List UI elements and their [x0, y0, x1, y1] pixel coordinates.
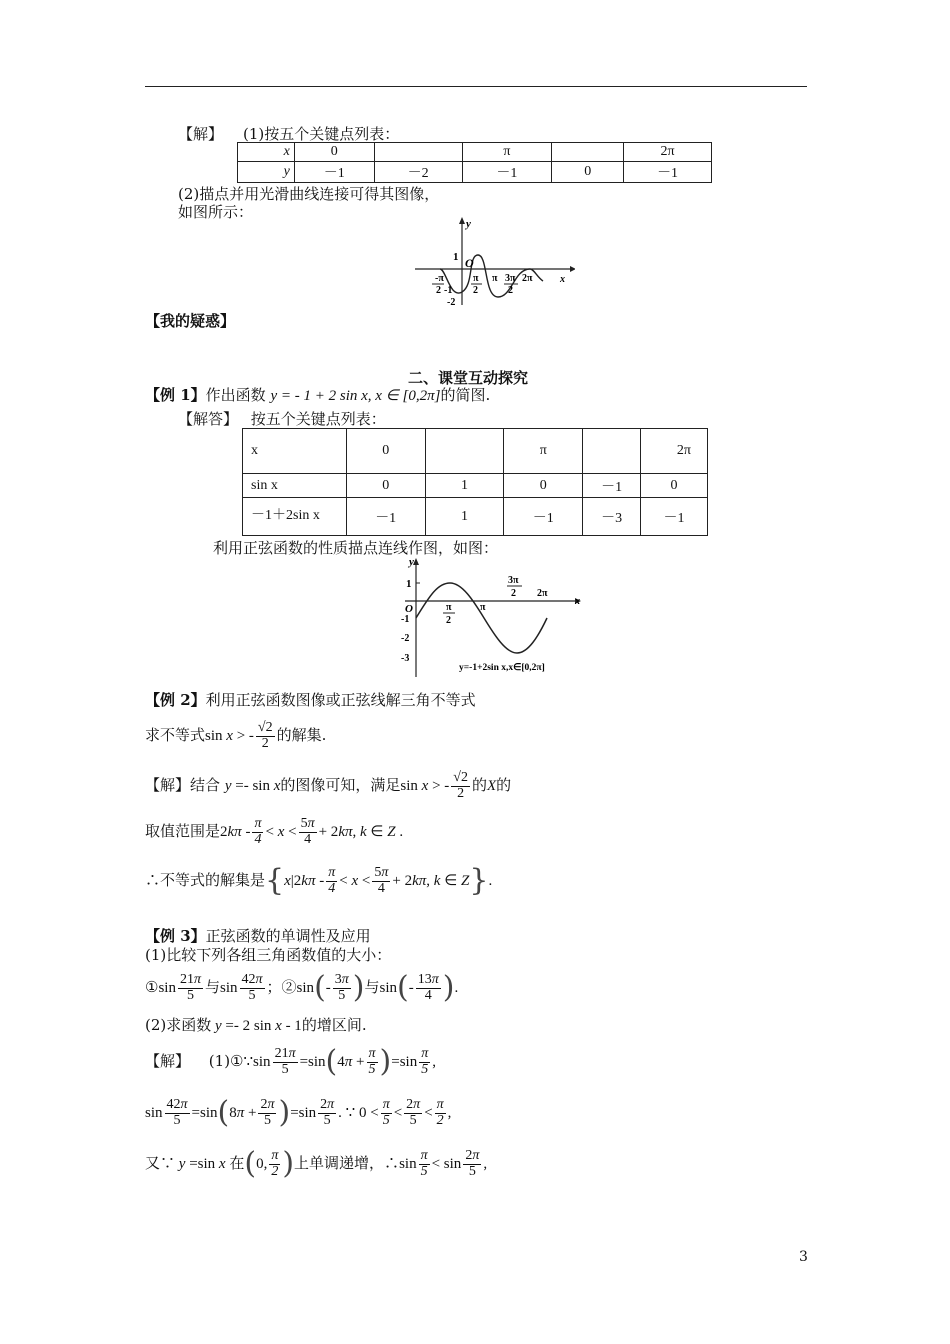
ex2-sol-mid: 的图像可知，满足: [280, 776, 401, 794]
ex3-on: 在: [229, 1154, 245, 1172]
ex3-sol-line1: 【解】 (1)①∵sin $\frac{21\pi}{5}$ =sin(4π + $\frac{\pi}{5}$ )=sin $\frac{\pi}{5}$ ,: [145, 1044, 436, 1079]
table1-cell: [552, 143, 624, 162]
sine-graph-1: [410, 215, 575, 310]
table1-cell: 2π: [624, 143, 712, 162]
table2-cell: 0: [504, 474, 583, 498]
keypoints-table-2: [242, 428, 708, 536]
ex3-q1-line: ①sin $\frac{21\pi}{5}$ 与sin $\frac{42\pi}{5}$ ；②sin(- $\frac{3\pi}{5}$ )与sin(- $\frac{13\pi}{4}$ ).: [145, 970, 459, 1005]
table1-cell: y: [238, 162, 295, 183]
ex1-after-text: 利用正弦函数的性质描点连线作图，如图：: [213, 539, 499, 557]
svg-text:π: π: [473, 273, 479, 284]
y-axis-arrow-icon: [413, 558, 419, 565]
table1-cell: －2: [374, 162, 462, 183]
ex2-sol-x: X: [487, 778, 497, 794]
table2-cell: sin x: [243, 474, 347, 498]
ex2-therefore: ∴不等式的解集是: [145, 871, 266, 889]
table1-cell: 0: [294, 143, 374, 162]
ex3-q1a-mark: ①: [145, 978, 159, 996]
ex3-sol-line3: 又∵ y =sin x 在(0, $\frac{\pi}{2}$ )上单调递增，∴sin $\frac{\pi}{5}$ < sin $\frac{2\pi}{5}$ ,: [145, 1146, 488, 1181]
ex1-label: 【例 1】: [145, 386, 206, 404]
ex3-sol-line2: sin $\frac{42\pi}{5}$ =sin(8π + $\frac{2\pi}{5}$ )=sin $\frac{2\pi}{5}$ . ∵ 0 < $\frac{\pi}{5}$ < $\frac{2\pi}{5}$ < $\frac{\pi}{2}$ ,: [145, 1095, 452, 1130]
svg-text:-3: -3: [401, 653, 410, 664]
keypoints-table-1: [237, 142, 712, 183]
ex3-heading: [145, 925, 371, 946]
ex2-heading: [145, 689, 476, 710]
ex1-answer-text: 按五个关键点列表：: [250, 410, 386, 428]
step2b-text: 如图所示：: [178, 203, 254, 221]
table2-cell: －1: [641, 498, 708, 536]
table2-cell: －3: [583, 498, 641, 536]
table1-cell: x: [238, 143, 295, 162]
svg-text:-2: -2: [447, 297, 456, 308]
x-axis-arrow-icon: [570, 266, 575, 272]
ex1-line: [145, 384, 490, 405]
table2-cell: 0: [346, 429, 425, 474]
ex2-sol-x-post: 的: [496, 776, 512, 794]
ex2-q-pre: 求不等式: [145, 726, 206, 744]
ex3-sol-start: (1)①∵: [208, 1052, 254, 1070]
table2-cell: －1: [504, 498, 583, 536]
sine-graph-2: [395, 555, 590, 680]
svg-text:x: x: [560, 274, 565, 285]
svg-text:2: 2: [446, 615, 451, 626]
ex3-q1: (1)比较下列各组三角函数值的大小：: [145, 946, 392, 964]
step2-text: (2)描点并用光滑曲线连接可得其图像，: [178, 185, 440, 203]
svg-text:x: x: [575, 596, 580, 607]
svg-text:y: y: [409, 556, 414, 568]
svg-text:π: π: [492, 273, 498, 284]
ex2-title: 利用正弦函数图像或正弦线解三角不等式: [205, 691, 476, 709]
ex3-and: 与: [204, 978, 220, 996]
ex1-text: 作出函数: [205, 386, 266, 404]
svg-text:O: O: [405, 603, 413, 615]
svg-text:1: 1: [406, 578, 412, 590]
svg-text:2: 2: [436, 285, 441, 296]
svg-text:π: π: [480, 602, 486, 613]
table2-cell: －1: [583, 474, 641, 498]
table2-cell: x: [243, 429, 347, 474]
svg-text:3π: 3π: [508, 575, 519, 586]
ex2-range-pre: 取值范围是: [145, 822, 221, 840]
table2-cell: －1＋2sin x: [243, 498, 347, 536]
axis-label-y: y: [466, 218, 471, 230]
ex2-q-post: 的解集.: [276, 726, 327, 744]
section2-title: 二、课堂互动探究: [408, 369, 529, 387]
table2-cell: 0: [346, 474, 425, 498]
ex2-sol-label: 【解】: [145, 776, 191, 794]
svg-text:-π: -π: [435, 273, 444, 284]
table2-cell: 2π: [641, 429, 708, 474]
ex3-mono: 上单调递增，∴: [294, 1154, 400, 1172]
table2-cell: 1: [425, 474, 504, 498]
graph2-caption: y=-1+2sin x,x∈[0,2π]: [459, 663, 545, 673]
svg-text:1: 1: [453, 251, 459, 263]
table1-cell: －1: [462, 162, 552, 183]
table1-cell: 0: [552, 162, 624, 183]
ex1-answer-label: 【解答】: [178, 410, 239, 428]
svg-text:-2: -2: [401, 633, 410, 644]
svg-text:2: 2: [473, 285, 478, 296]
ex3-q2: (2)求函数: [145, 1016, 212, 1034]
ex2-range-line: 取值范围是2kπ - $\frac{\pi}{4}$ < x < $\frac{5\pi}{4}$ + 2kπ, k ∈ Z .: [145, 815, 404, 847]
ex3-q2-post: 的增区间.: [301, 1016, 367, 1034]
solution-label: 【解】: [178, 125, 224, 143]
page-number: 3: [799, 1249, 808, 1265]
svg-text:2: 2: [511, 588, 516, 599]
ex1-tail: 的简图.: [440, 386, 491, 404]
table2-cell: π: [504, 429, 583, 474]
svg-text:2: 2: [508, 285, 513, 296]
table1-cell: －1: [294, 162, 374, 183]
table2-cell: [425, 429, 504, 474]
y-axis-arrow-icon: [459, 217, 465, 224]
svg-text:π: π: [446, 602, 452, 613]
table2-cell: 1: [425, 498, 504, 536]
table1-cell: －1: [624, 162, 712, 183]
svg-text:3π: 3π: [505, 273, 516, 284]
table2-cell: [583, 429, 641, 474]
table1-cell: π: [462, 143, 552, 162]
svg-text:2π: 2π: [522, 273, 533, 284]
ex2-solution-line1: 【解】结合 y =- sin x的图像可知，满足sin x > - $\frac{√2}{2}$ 的X的: [145, 769, 512, 801]
ex1-answer-line: [178, 408, 386, 429]
ex3-sol-label: 【解】: [145, 1052, 191, 1070]
ex3-label: 【例 3】: [145, 927, 206, 945]
ex2-sol-pre: 结合: [190, 776, 221, 794]
doubt-heading: 【我的疑惑】: [145, 312, 236, 330]
sine-curve: [416, 583, 547, 653]
table2-cell: 0: [641, 474, 708, 498]
ex2-label: 【例 2】: [145, 691, 206, 709]
ex3-because: ∵: [345, 1103, 356, 1121]
ex3-title: 正弦函数的单调性及应用: [205, 927, 371, 945]
header-rule: [145, 86, 807, 87]
table2-cell: －1: [346, 498, 425, 536]
table1-cell: [374, 143, 462, 162]
ex2-question: 求不等式sin x > - $\frac{√2}{2}$ 的解集.: [145, 719, 327, 751]
ex2-therefore-line: ∴不等式的解集是{x|2kπ - $\frac{\pi}{4}$ < x < $\frac{5\pi}{4}$ + 2kπ, k ∈ Z}.: [145, 863, 493, 898]
svg-text:-1: -1: [444, 285, 453, 296]
step1-text: (1)按五个关键点列表：: [243, 125, 400, 143]
ex3-q2-line: (2)求函数 y =- 2 sin x - 1的增区间.: [145, 1016, 367, 1034]
ex3-and-2: 与: [364, 978, 380, 996]
svg-text:-1: -1: [401, 614, 410, 625]
ex3-you: 又∵: [145, 1154, 176, 1172]
svg-text:O: O: [465, 256, 474, 270]
svg-text:2π: 2π: [537, 588, 548, 599]
ex3-q1b-mark: ；②: [266, 978, 297, 996]
ex2-sol-post: 的: [471, 776, 487, 794]
ex1-formula: y = - 1 + 2 sin x, x ∈ [0,2π]: [270, 388, 441, 404]
